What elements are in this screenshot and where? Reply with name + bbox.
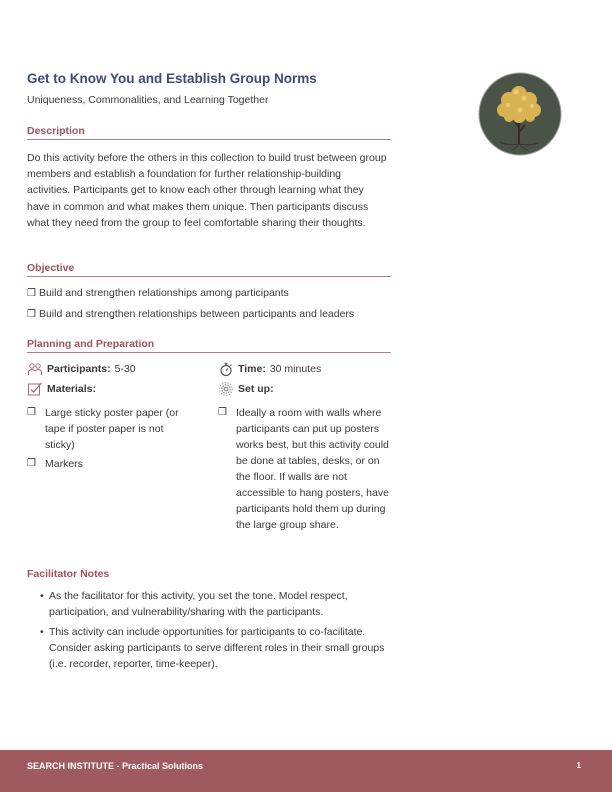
facilitator-heading: Facilitator Notes <box>27 568 110 580</box>
list-item: • This activity can include opportunities for participants to co-facilitate. Consider asking participants to serve different roles in their small groups (i.e. recorder, reporter, time-keeper). <box>40 626 385 670</box>
page-footer <box>0 750 612 792</box>
objective-heading: Objective <box>27 262 391 277</box>
participants-label: Participants: <box>47 363 111 375</box>
people-icon <box>27 361 43 377</box>
planning-heading: Planning and Preparation <box>27 338 391 353</box>
checklist-icon <box>27 381 43 397</box>
stopwatch-icon <box>218 361 234 377</box>
page-title: Get to Know You and Establish Group Norms <box>27 71 317 86</box>
page-subtitle: Uniqueness, Commonalities, and Learning Together <box>27 94 269 106</box>
description-heading: Description <box>27 125 391 140</box>
participants-row <box>27 361 136 377</box>
participants-value: 5-30 <box>114 363 136 375</box>
checkbox-icon: ❒ <box>27 407 36 418</box>
objective-item: ❒ Build and strengthen relationships among participants <box>27 287 289 299</box>
setup-item: ❒ Ideally a room with walls where participants can put up posters works best, but this activity could be done at tables, desks, or on the floor. If walls are not accessible to hang posters, have participants hold them up during the large group share. <box>218 407 389 531</box>
checkbox-icon: ❒ <box>27 458 36 469</box>
tree-logo-icon <box>478 72 562 156</box>
checkbox-icon: ❒ <box>27 309 36 320</box>
time-label: Time: <box>238 363 266 375</box>
time-value: 30 minutes <box>269 363 322 375</box>
setup-row <box>218 381 278 397</box>
footer-text: SEARCH INSTITUTE - Practical Solutions <box>27 761 204 771</box>
facilitator-notes-list <box>40 588 400 676</box>
setup-label: Set up: <box>238 383 274 395</box>
materials-label: Materials: <box>47 383 97 395</box>
gear-icon <box>218 381 234 397</box>
description-text: Do this activity before the others in this collection to build trust between group members and establish a foundation for further relationship-building activities. Participants get to know each other through learning what they have in common and what makes them unique. Then participants discuss what they need from the group to feel comfortable sharing their thoughts. <box>27 152 387 229</box>
materials-item: ❒ Markers <box>27 458 83 470</box>
checkbox-icon: ❒ <box>27 288 36 299</box>
page-number: 1 <box>576 761 581 770</box>
list-item: • As the facilitator for this activity, you set the tone. Model respect, participation, and vulnerability/sharing with the participants. <box>40 590 348 618</box>
checkbox-icon: ❒ <box>218 407 227 418</box>
objective-item: ❒ Build and strengthen relationships between participants and leaders <box>27 308 355 320</box>
materials-row <box>27 381 100 397</box>
time-row <box>218 361 321 377</box>
materials-item: ❒ Large sticky poster paper (or tape if poster paper is not sticky) <box>27 407 179 451</box>
